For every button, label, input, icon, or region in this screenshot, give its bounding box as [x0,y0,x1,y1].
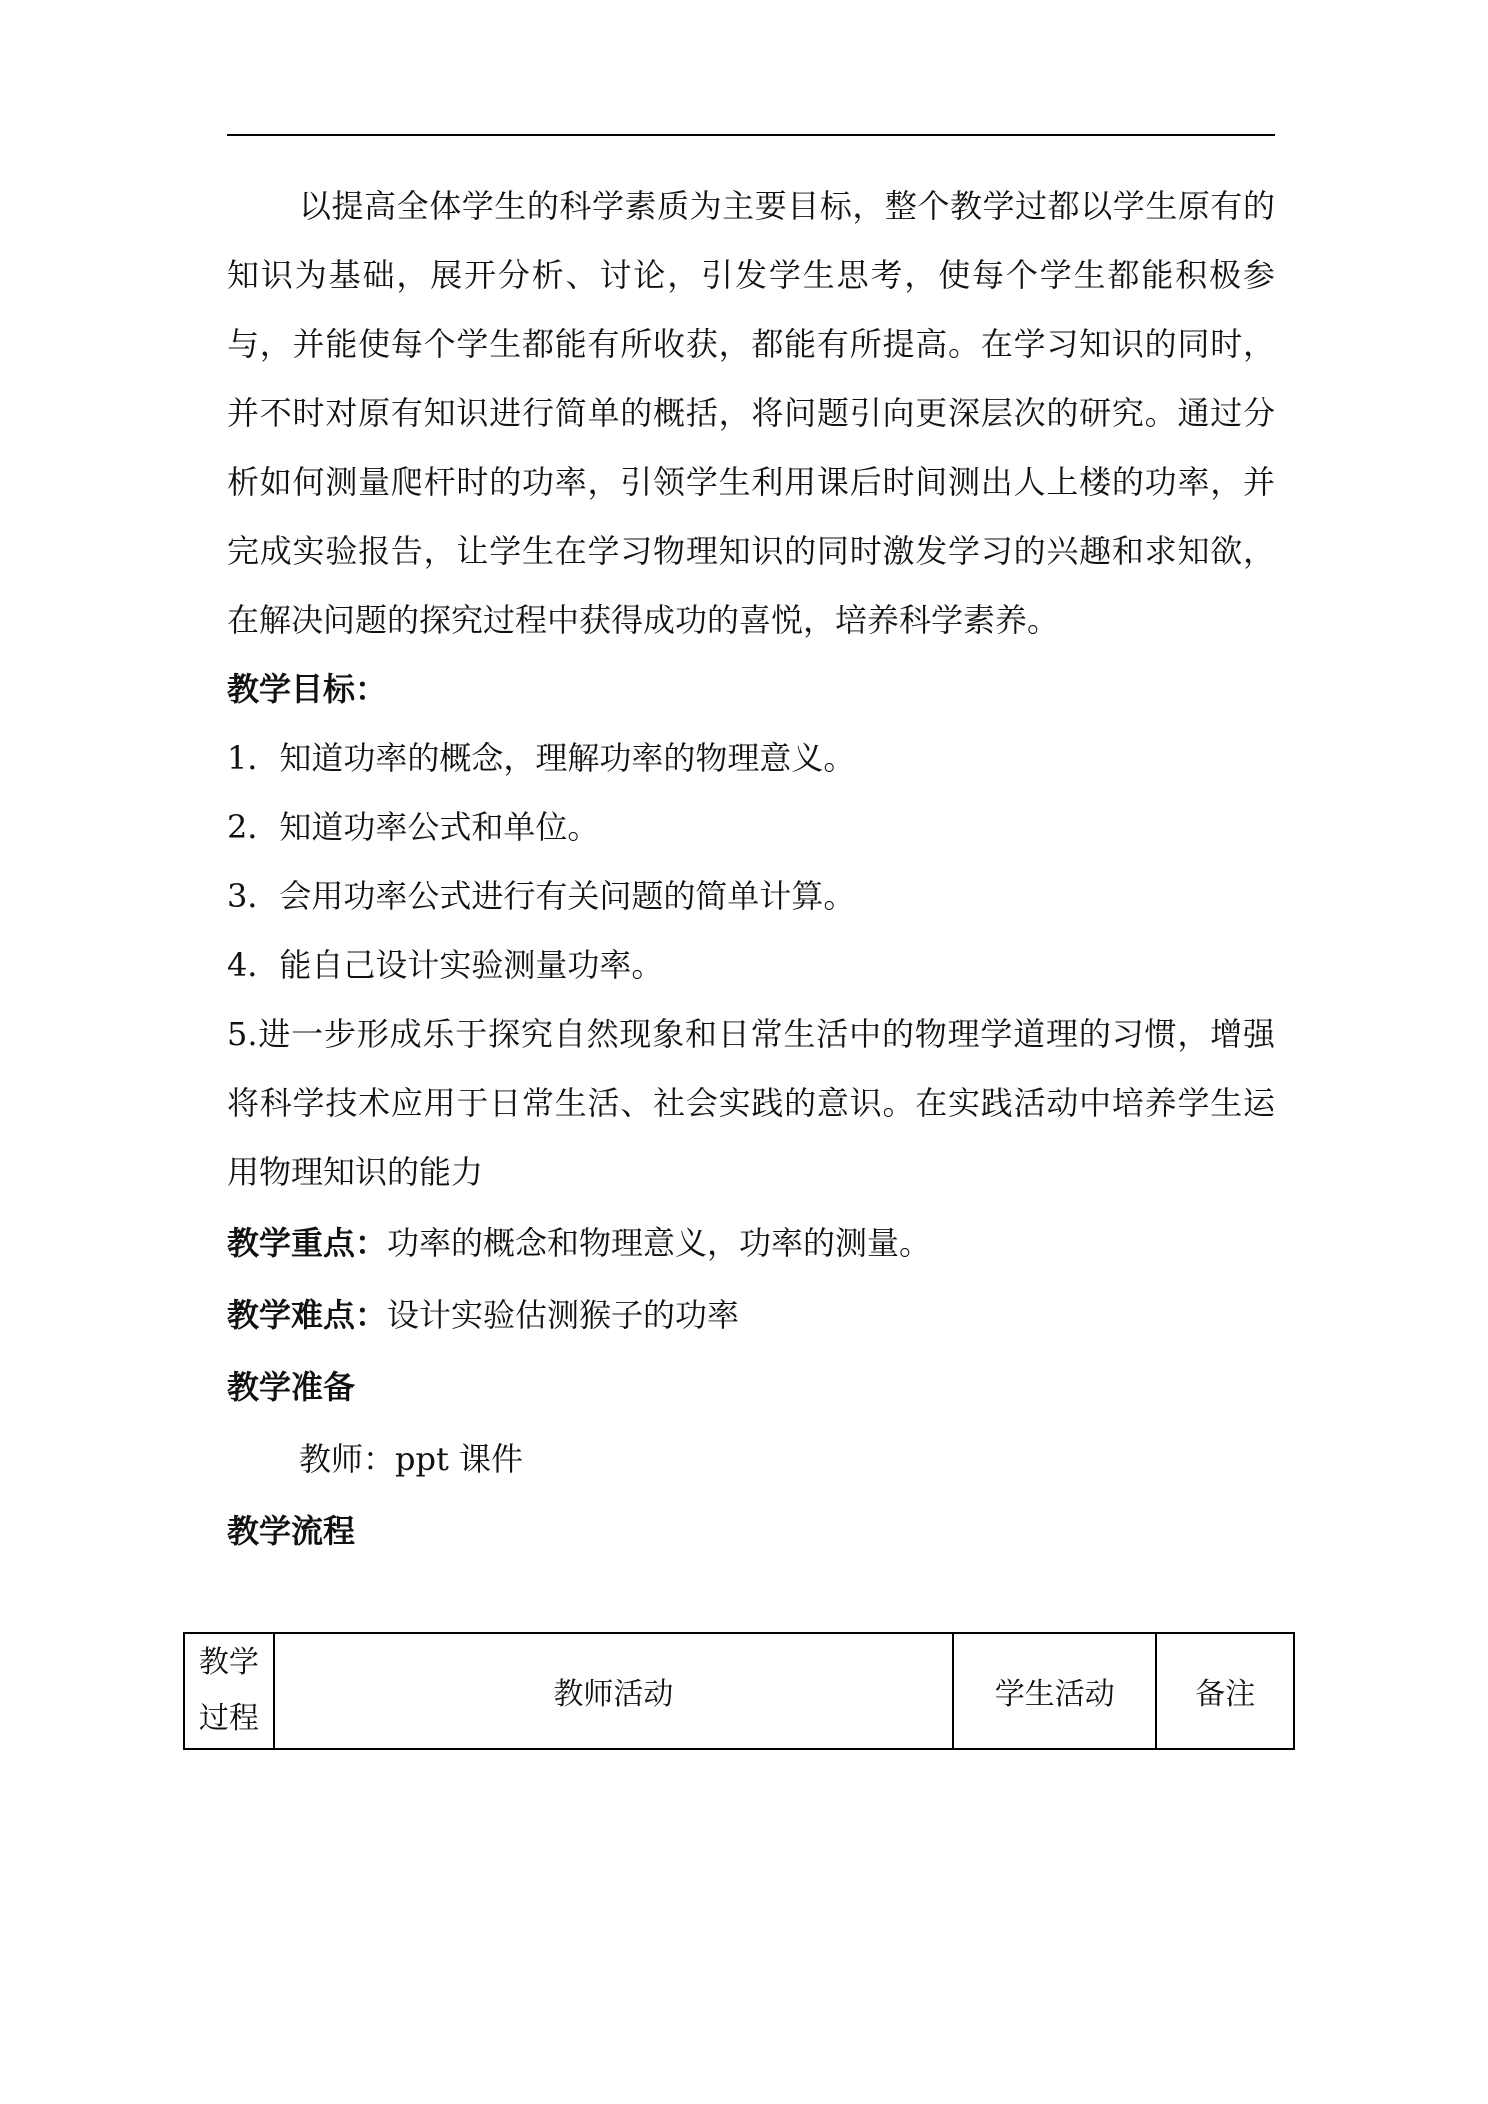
objective-item: 3．会用功率公式进行有关问题的简单计算。 [227,877,856,915]
objectives-heading: 教学目标： [227,670,388,708]
col-header-notes: 备注 [1156,1633,1294,1749]
document-body [227,172,1275,1567]
objective-item: 5.进一步形成乐于探究自然现象和日常生活中的物理学道理的习惯，增强将科学技术应用于日常生活、社会实践的意识。在实践活动中培养学生运用物理知识的能力 [227,1015,1275,1191]
objective-item: 2．知道功率公式和单位。 [227,808,600,846]
difficulties [227,1279,1275,1351]
col-header-student-activity: 学生活动 [953,1633,1156,1749]
difficulties-label: 教学难点： [227,1296,388,1334]
teaching-flow-table [183,1632,1295,1750]
flow-heading: 教学流程 [227,1512,356,1550]
objective-item: 1．知道功率的概念，理解功率的物理意义。 [227,739,856,777]
key-points-text: 功率的概念和物理意义，功率的测量。 [387,1224,932,1262]
intro-paragraph: 以提高全体学生的科学素质为主要目标，整个教学过都以学生原有的知识为基础，展开分析、讨论，引发学生思考，使每个学生都能积极参与，并能使每个学生都能有所收获，都能有所提高。在学习知识的同时，并不时对原有知识进行简单的概括，将问题引向更深层次的研究。通过分析如何测量爬杆时的功率，引领学生利用课后时间测出人上楼的功率，并完成实验报告，让学生在学习物理知识的同时激发学习的兴趣和求知欲，在解决问题的探究过程中获得成功的喜悦，培养科学素养。 [227,187,1275,639]
key-points-label: 教学重点： [227,1224,388,1262]
objective-item: 4．能自己设计实验测量功率。 [227,946,664,984]
key-points [227,1207,1275,1279]
preparation-heading: 教学准备 [227,1368,356,1406]
preparation-text: 教师：ppt 课件 [299,1440,524,1478]
header-rule [227,134,1275,136]
col-header-teacher-activity: 教师活动 [274,1633,953,1749]
table-header-row [184,1633,1294,1749]
difficulties-text: 设计实验估测猴子的功率 [387,1296,740,1334]
col-header-process: 教学 过程 [184,1633,274,1749]
